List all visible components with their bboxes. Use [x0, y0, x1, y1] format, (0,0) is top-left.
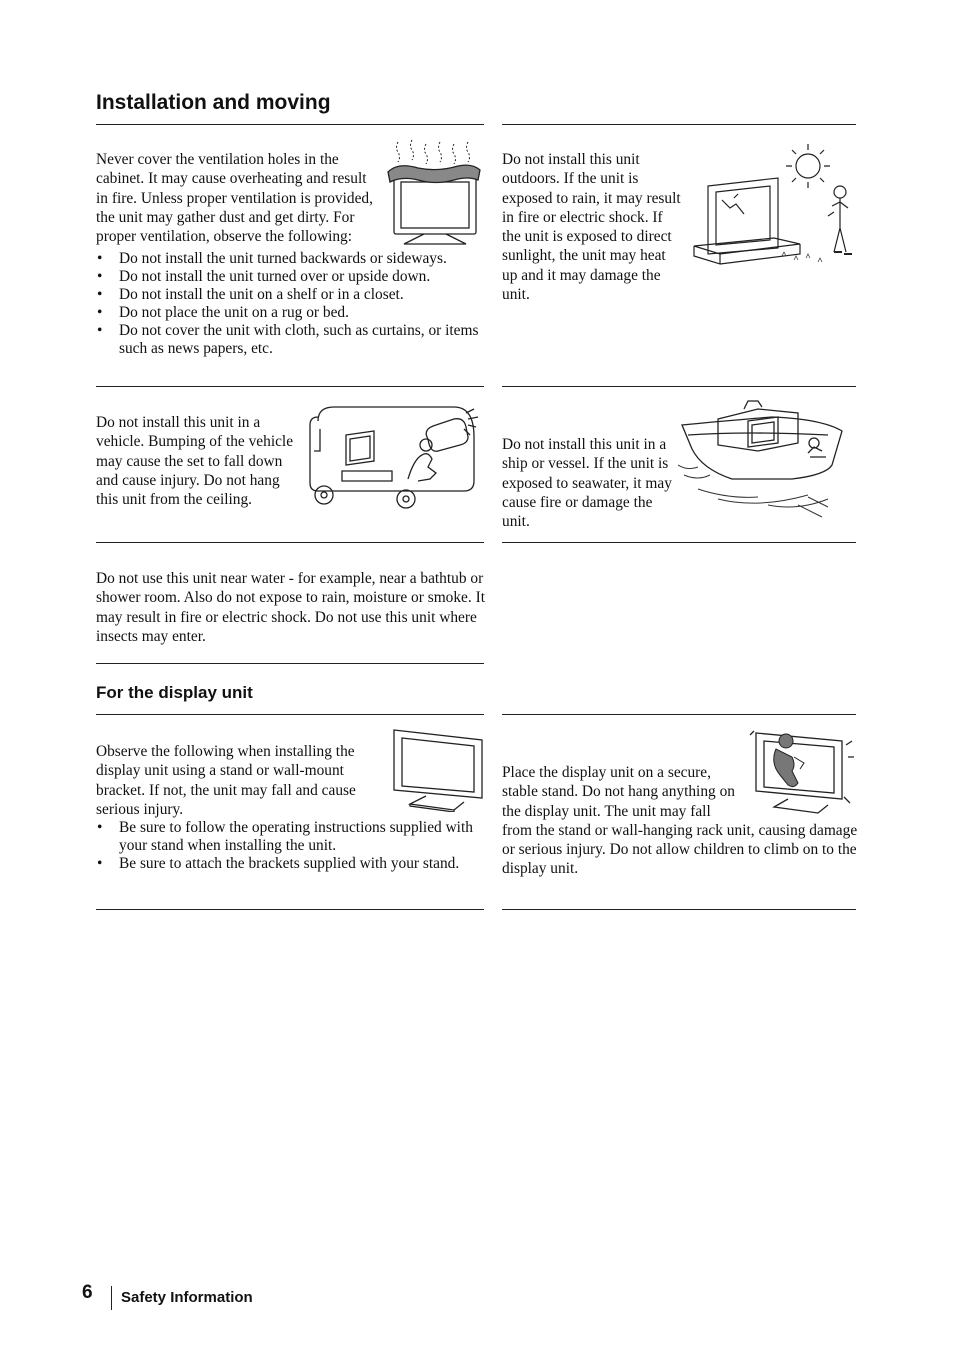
ventilation-bullet-list [96, 250, 486, 358]
list-item: • Do not install the unit turned over or upside down. [96, 268, 486, 286]
ship-text: Do not install this unit in a ship or vessel. If the unit is exposed to seawater, it may cause fire or damage the unit. [502, 436, 672, 531]
divider [96, 386, 484, 387]
water-text: Do not use this unit near water - for example, near a bathtub or shower room. Also do not expose to rain, moisture or smoke. It may result in fire or electric shock. Do not use this unit where insects may enter. [96, 570, 485, 645]
vehicle-tv-illustration [308, 399, 486, 511]
list-item: • Be sure to follow the operating instructions supplied with your stand when installing the unit. [96, 819, 486, 855]
divider [96, 124, 484, 125]
footer-divider [111, 1286, 112, 1310]
sun-outdoor-tv-illustration [686, 138, 858, 270]
footer-section-label: Safety Information [121, 1289, 253, 1306]
divider [502, 124, 856, 125]
display-install-intro: Observe the following when installing the display unit using a stand or wall-mount bracket. If not, the unit may fall and cause serious injury. [96, 743, 356, 818]
outdoors-block [502, 150, 858, 304]
divider [502, 909, 856, 910]
divider [502, 542, 856, 543]
divider [96, 663, 484, 664]
list-item: • Do not install the unit turned backwards or sideways. [96, 250, 486, 268]
vehicle-block [96, 413, 486, 511]
water-block [96, 569, 486, 646]
ventilation-intro: Never cover the ventilation holes in the cabinet. It may cause overheating and result in fire. Unless proper ventilation is provided, the unit may gather dust and get dirty. For proper ventilation, observe the following: [96, 151, 373, 246]
list-item: • Do not cover the unit with cloth, such as curtains, or items such as news papers, etc. [96, 322, 486, 358]
stable-stand-block [502, 763, 858, 879]
ventilation-block [96, 150, 486, 358]
ship-tv-illustration [678, 395, 858, 521]
covered-tv-illustration [384, 138, 486, 250]
stable-stand-text: Place the display unit on a secure, stable stand. Do not hang anything on the display unit. The unit may fall from the stand or wall-hanging rack unit, causing damage or serious injury. Do not allow children to climb on to the display unit. [502, 764, 858, 878]
child-climbing-display-illustration [748, 727, 858, 819]
section-title: Installation and moving [96, 91, 331, 114]
divider [96, 714, 484, 715]
outdoors-text: Do not install this unit outdoors. If the unit is exposed to rain, it may result in fire or electric shock. If the unit is exposed to direct sunlight, the unit may heat up and it may damage the unit. [502, 151, 681, 304]
divider [96, 542, 484, 543]
list-item: • Do not place the unit on a rug or bed. [96, 304, 486, 322]
divider [96, 909, 484, 910]
display-install-block [96, 742, 486, 873]
list-item: • Do not install the unit on a shelf or in a closet. [96, 286, 486, 304]
list-item: • Be sure to attach the brackets supplied with your stand. [96, 855, 486, 873]
divider [502, 714, 856, 715]
display-install-bullet-list [96, 819, 486, 873]
ship-block [502, 435, 858, 531]
vehicle-text: Do not install this unit in a vehicle. Bumping of the vehicle may cause the set to fall down and cause injury. Do not hang this unit from the ceiling. [96, 414, 294, 509]
page-number: 6 [82, 1282, 93, 1303]
subsection-title: For the display unit [96, 683, 253, 702]
divider [502, 386, 856, 387]
display-on-stand-illustration [390, 728, 486, 812]
